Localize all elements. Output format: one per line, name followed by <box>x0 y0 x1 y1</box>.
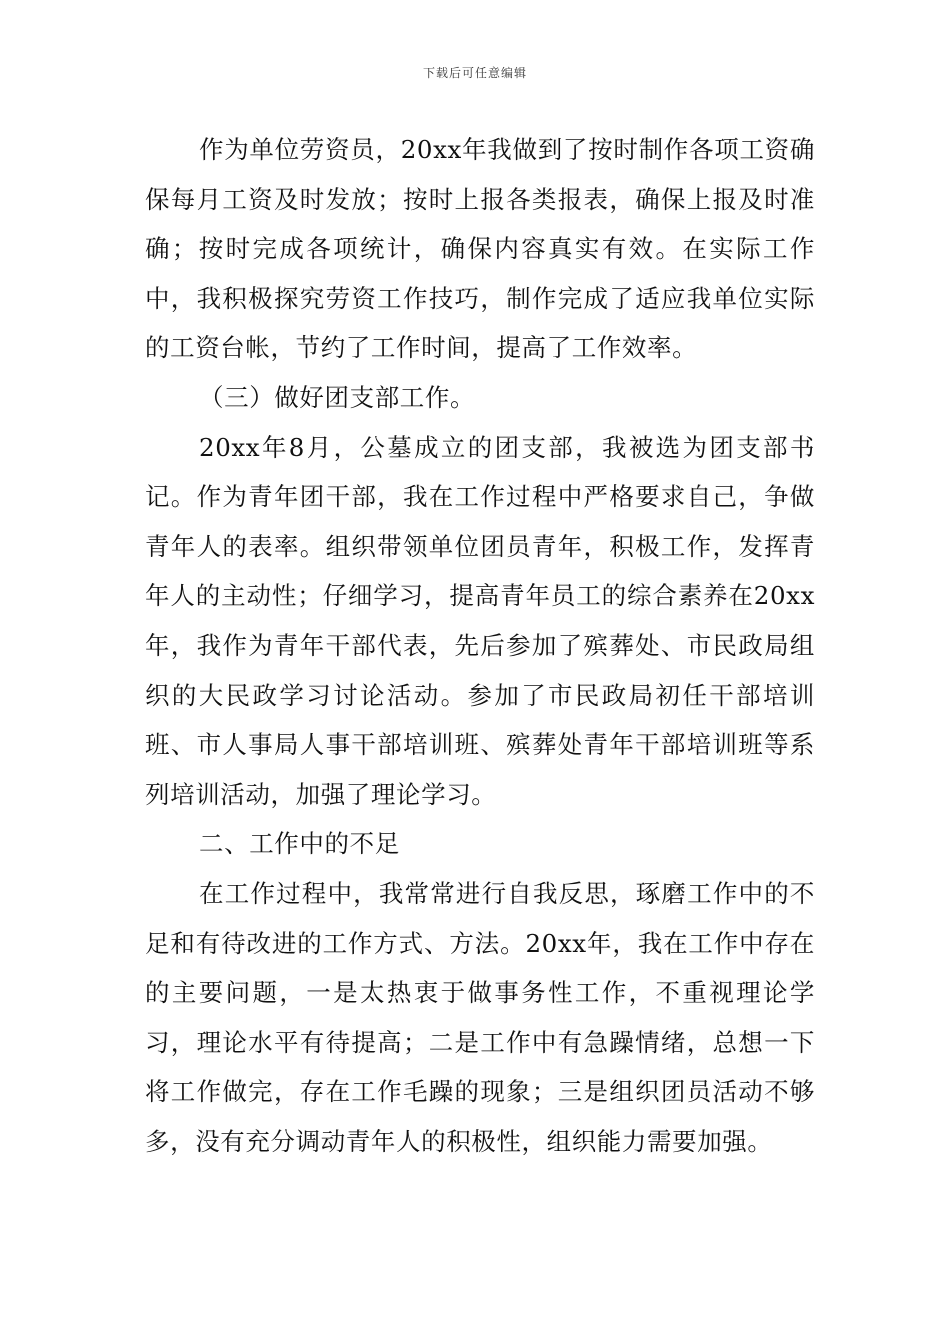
document-body <box>145 125 815 1166</box>
section-heading-league-branch: （三）做好团支部工作。 <box>199 382 476 412</box>
section-heading-shortcomings: 二、工作中的不足 <box>199 829 400 859</box>
paragraph-shortcomings: 在工作过程中，我常常进行自我反思，琢磨工作中的不足和有待改进的工作方式、方法。20xx年，我在工作中存在的主要问题，一是太热衷于做事务性工作，不重视理论学习，理论水平有待提高；二是工作中有急躁情绪，总想一下将工作做完，存在工作毛躁的现象；三是组织团员活动不够多，没有充分调动青年人的积极性，组织能力需要加强。 <box>145 878 815 1156</box>
paragraph-payroll-work: 作为单位劳资员，20xx年我做到了按时制作各项工资确保每月工资及时发放；按时上报各类报表，确保上报及时准确；按时完成各项统计，确保内容真实有效。在实际工作中，我积极探究劳资工作技巧，制作完成了适应我单位实际的工资台帐，节约了工作时间，提高了工作效率。 <box>145 135 815 363</box>
paragraph-league-branch-work: 20xx年8月，公墓成立的团支部，我被选为团支部书记。作为青年团干部，我在工作过程中严格要求自己，争做青年人的表率。组织带领单位团员青年，积极工作，发挥青年人的主动性；仔细学习，提高青年员工的综合素养在20xx年，我作为青年干部代表，先后参加了殡葬处、市民政局组织的大民政学习讨论活动。参加了市民政局初任干部培训班、市人事局人事干部培训班、殡葬处青年干部培训班等系列培训活动，加强了理论学习。 <box>145 432 815 809</box>
page-header: 下载后可任意编辑 <box>422 66 527 80</box>
